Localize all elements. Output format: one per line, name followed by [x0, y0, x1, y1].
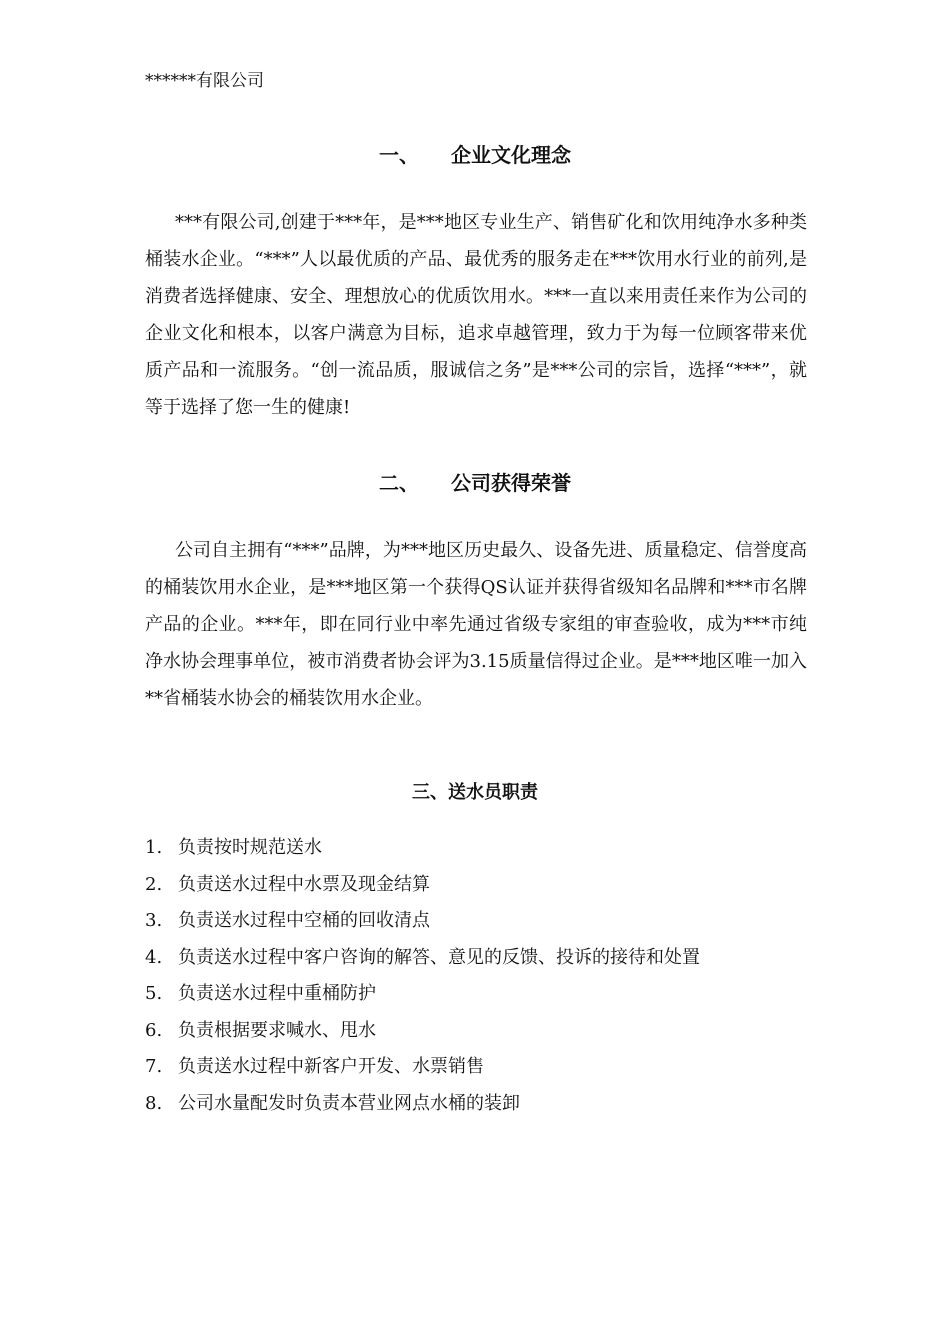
list-item-number: 4. [145, 946, 163, 968]
section-1-title: 企业文化理念 [451, 143, 571, 167]
list-item [145, 867, 807, 904]
list-item [145, 830, 807, 867]
list-item-text: 负责送水过程中客户咨询的解答、意见的反馈、投诉的接待和处置 [178, 946, 700, 968]
section-3-heading: 三、送水员职责 [412, 782, 538, 803]
list-item [145, 976, 807, 1013]
list-item-number: 5. [145, 983, 163, 1004]
list-item-text: 负责按时规范送水 [178, 837, 322, 858]
list-item-text: 负责根据要求喊水、甩水 [178, 1019, 376, 1041]
list-item-number: 6. [145, 1019, 163, 1041]
list-item [145, 940, 807, 977]
list-item [145, 1086, 807, 1123]
list-item-number: 8. [145, 1092, 163, 1114]
list-item-text: 负责送水过程中空桶的回收清点 [178, 910, 430, 931]
company-name-header: ******有限公司 [145, 71, 264, 91]
list-item-number: 1. [145, 837, 163, 858]
list-item-text: 负责送水过程中重桶防护 [178, 983, 376, 1004]
duty-list [145, 830, 807, 1122]
section-1-paragraph: ***有限公司,创建于***年，是***地区专业生产、销售矿化和饮用纯净水多种类桶装水企业。“***”人以最优质的产品、最优秀的服务走在***饮用水行业的前列,是消费者选择健康、安全、理想放心的优质饮用水。***一直以来用责任来作为公司的企业文化和根本，以客户满意为目标，追求卓越管理，致力于为每一位顾客带来优质产品和一流服务。“创一流品质，服诚信之务”是***公司的宗旨，选择“***”，就等于选择了您一生的健康! [145, 212, 807, 418]
list-item [145, 1013, 807, 1050]
section-2-title: 公司获得荣誉 [451, 471, 571, 495]
section-2-paragraph: 公司自主拥有“***”品牌，为***地区历史最久、设备先进、质量稳定、信誉度高的桶装饮用水企业，是***地区第一个获得QS认证并获得省级知名品牌和***市名牌产品的企业。***年，即在同行业中率先通过省级专家组的审查验收，成为***市纯净水协会理事单位，被市消费者协会评为3.15质量信得过企业。是***地区唯一加入**省桶装水协会的桶装饮用水企业。 [145, 540, 807, 709]
section-2-heading [145, 468, 805, 498]
list-item-number: 7. [145, 1056, 163, 1077]
list-item [145, 1049, 807, 1086]
list-item-number: 2. [145, 873, 163, 895]
list-item-text: 负责送水过程中新客户开发、水票销售 [178, 1056, 484, 1077]
section-2-number: 二、 [379, 471, 419, 495]
list-item-text: 公司水量配发时负责本营业网点水桶的装卸 [178, 1092, 520, 1114]
list-item-text: 负责送水过程中水票及现金结算 [178, 873, 430, 895]
list-item [145, 903, 807, 940]
section-1-heading [145, 140, 805, 170]
list-item-number: 3. [145, 910, 163, 931]
section-1-number: 一、 [379, 143, 419, 167]
